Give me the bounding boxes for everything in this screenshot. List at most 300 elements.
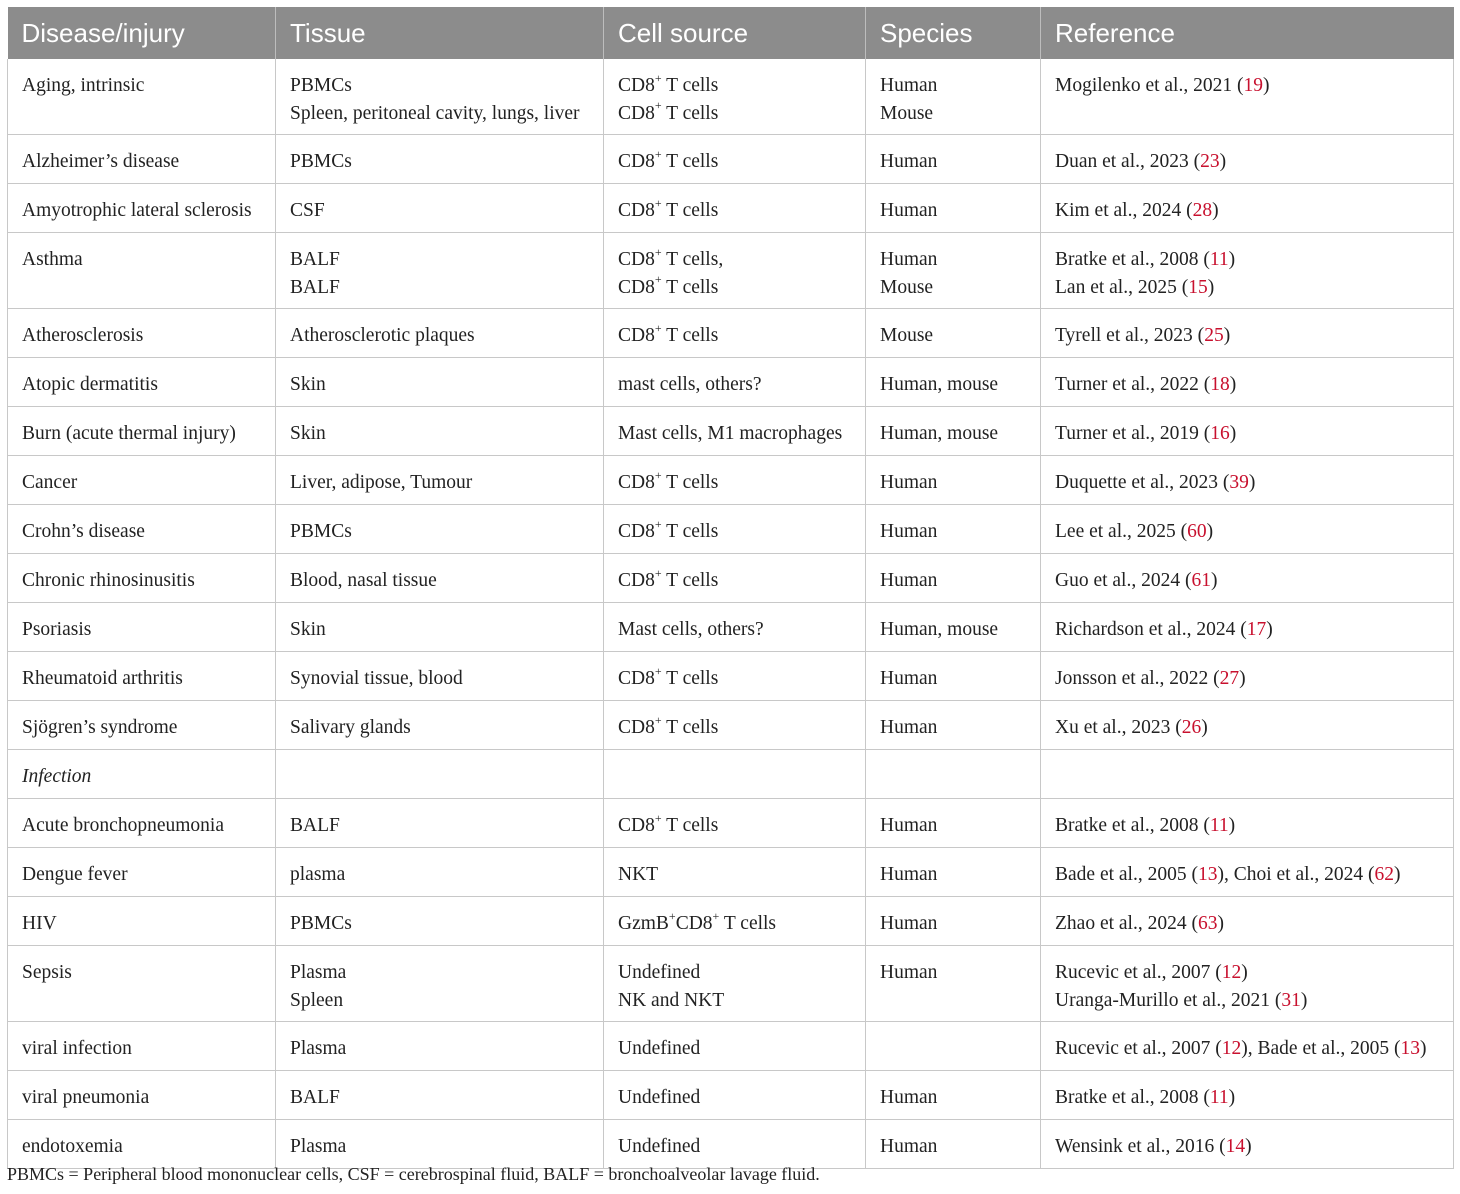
- table-footnote: PBMCs = Peripheral blood mononuclear cells, CSF = cerebrospinal fluid, BALF = bronchoalveolar lavage fluid.: [7, 1164, 820, 1184]
- reference-line: [1055, 1035, 1453, 1063]
- superscript: +: [654, 467, 662, 482]
- cell-source-text: T cells: [661, 717, 719, 738]
- superscript: +: [654, 663, 662, 678]
- table-row: [8, 309, 1454, 358]
- tissue-line: Skin: [290, 619, 326, 640]
- cell-reference: [1041, 750, 1454, 799]
- table-row: [8, 407, 1454, 456]
- reference-line: [1055, 518, 1453, 546]
- reference-line: [1055, 469, 1453, 497]
- cell-source-line: [618, 910, 865, 938]
- reference-text: ): [1228, 1087, 1236, 1108]
- superscript: +: [654, 320, 662, 335]
- disease-label: Atherosclerosis: [22, 325, 144, 346]
- cell-tissue: [276, 652, 604, 701]
- cell-species: [866, 897, 1041, 946]
- reference-text: ): [1201, 717, 1208, 738]
- cell-disease: [8, 897, 276, 946]
- disease-label: Amyotrophic lateral sclerosis: [22, 200, 252, 221]
- reference-link[interactable]: 17: [1246, 619, 1267, 640]
- cell-source-line: [618, 812, 865, 840]
- reference-line: [1055, 616, 1453, 644]
- reference-line: [1055, 861, 1453, 889]
- species-line: Human: [880, 1136, 938, 1157]
- cell-tissue: [276, 135, 604, 184]
- cell-cell-source: [604, 309, 866, 358]
- cell-species: [866, 456, 1041, 505]
- species-line: Human: [880, 200, 938, 221]
- cell-disease: [8, 701, 276, 750]
- table-row: [8, 1120, 1454, 1169]
- reference-text: ): [1223, 325, 1231, 346]
- reference-text: Bade et al., 2005 (: [1055, 864, 1198, 885]
- cell-cell-source: [604, 554, 866, 603]
- reference-link[interactable]: 25: [1204, 325, 1224, 346]
- cell-disease: [8, 750, 276, 799]
- cell-reference: [1041, 554, 1454, 603]
- column-header-cell-source: Cell source: [604, 7, 866, 59]
- cell-reference: [1041, 456, 1454, 505]
- reference-link[interactable]: 26: [1181, 717, 1202, 738]
- disease-label: Aging, intrinsic: [22, 75, 145, 96]
- reference-text: ): [1245, 1136, 1252, 1157]
- tissue-line: CSF: [290, 200, 325, 221]
- superscript: +: [654, 712, 662, 727]
- table-row: [8, 233, 1454, 309]
- cell-reference: [1041, 407, 1454, 456]
- reference-text: ): [1212, 200, 1219, 221]
- reference-text: Mogilenko et al., 2021 (: [1055, 75, 1244, 96]
- cell-disease: [8, 59, 276, 135]
- cell-disease: [8, 456, 276, 505]
- reference-link[interactable]: 18: [1210, 374, 1230, 395]
- disease-label: Burn (acute thermal injury): [22, 423, 236, 444]
- cell-tissue: [276, 184, 604, 233]
- reference-line: [1055, 910, 1453, 938]
- cell-source-text: T cells: [661, 276, 719, 298]
- reference-link[interactable]: 15: [1188, 276, 1208, 298]
- species-line: Human: [880, 1087, 938, 1108]
- reference-line: [1055, 371, 1453, 399]
- reference-link[interactable]: 13: [1400, 1038, 1420, 1059]
- reference-text: Zhao et al., 2024 (: [1055, 913, 1198, 934]
- cell-source-text: Undefined: [618, 962, 701, 983]
- tissue-line: Synovial tissue, blood: [290, 668, 463, 689]
- cell-disease: [8, 848, 276, 897]
- cell-reference: [1041, 799, 1454, 848]
- reference-line: [1055, 148, 1453, 176]
- disease-label: Infection: [22, 766, 92, 787]
- cell-disease: [8, 1022, 276, 1071]
- cell-cell-source: [604, 1071, 866, 1120]
- superscript: +: [654, 244, 662, 259]
- reference-line: [1055, 322, 1453, 350]
- cell-species: [866, 505, 1041, 554]
- cell-cell-source: [604, 750, 866, 799]
- cell-cell-source: [604, 456, 866, 505]
- cell-source-text: Mast cells, M1 macrophages: [618, 423, 843, 444]
- species-line: Human, mouse: [880, 374, 999, 395]
- disease-label: Acute bronchopneumonia: [22, 815, 224, 836]
- cell-source-line: [618, 197, 865, 225]
- reference-text: Turner et al., 2019 (: [1055, 423, 1211, 444]
- reference-link[interactable]: 11: [1209, 249, 1229, 270]
- cell-source-line: [618, 1133, 865, 1161]
- cell-disease: [8, 946, 276, 1022]
- reference-text: ): [1219, 151, 1227, 172]
- reference-line: [1055, 274, 1453, 302]
- cell-species: [866, 233, 1041, 309]
- cell-disease: [8, 1071, 276, 1120]
- tissue-line: PBMCs: [290, 75, 352, 96]
- tissue-line: BALF: [290, 815, 340, 836]
- cell-species: [866, 701, 1041, 750]
- species-line: Human: [880, 570, 938, 591]
- reference-text: ): [1419, 1038, 1427, 1059]
- table-row: [8, 799, 1454, 848]
- cell-species: [866, 1071, 1041, 1120]
- superscript: +: [712, 908, 720, 923]
- species-line: Human: [880, 913, 938, 934]
- reference-text: ): [1394, 864, 1401, 885]
- cell-disease: [8, 233, 276, 309]
- cell-species: [866, 184, 1041, 233]
- cell-species: [866, 59, 1041, 135]
- table-row: [8, 750, 1454, 799]
- tissue-line: Spleen, peritoneal cavity, lungs, liver: [290, 102, 580, 124]
- cell-source-text: CD8: [618, 521, 655, 542]
- cell-source-text: T cells: [661, 75, 719, 96]
- cell-species: [866, 603, 1041, 652]
- reference-line: [1055, 72, 1453, 100]
- cell-reference: [1041, 505, 1454, 554]
- cell-species: [866, 554, 1041, 603]
- reference-text: ): [1228, 815, 1236, 836]
- cell-source-text: T cells: [661, 521, 719, 542]
- superscript: +: [654, 565, 662, 580]
- reference-text: Turner et al., 2022 (: [1055, 374, 1211, 395]
- table-row: [8, 1071, 1454, 1120]
- table-row: [8, 554, 1454, 603]
- cell-reference: [1041, 1022, 1454, 1071]
- table-row: [8, 456, 1454, 505]
- cell-source-text: mast cells, others?: [618, 374, 762, 395]
- cell-source-text: T cells: [661, 472, 719, 493]
- table-row: [8, 59, 1454, 135]
- disease-label: Psoriasis: [22, 619, 92, 640]
- cell-source-line: [618, 322, 865, 350]
- cell-source-line: [618, 371, 865, 399]
- species-line: Human: [880, 249, 938, 270]
- cell-source-text: T cells: [661, 325, 719, 346]
- disease-label: Cancer: [22, 472, 78, 493]
- cell-source-text: CD8: [618, 276, 655, 298]
- cell-cell-source: [604, 897, 866, 946]
- reference-text: Lan et al., 2025 (: [1055, 276, 1189, 298]
- tissue-line: plasma: [290, 864, 346, 885]
- cell-source-text: NKT: [618, 864, 659, 885]
- tissue-line: Liver, adipose, Tumour: [290, 472, 473, 493]
- superscript: +: [654, 195, 662, 210]
- reference-text: Bratke et al., 2008 (: [1055, 249, 1210, 270]
- reference-text: Jonsson et al., 2022 (: [1055, 668, 1220, 689]
- table-container: [7, 7, 1453, 1169]
- tissue-line: PBMCs: [290, 151, 352, 172]
- tissue-line: Spleen: [290, 989, 344, 1011]
- disease-label: viral pneumonia: [22, 1087, 150, 1108]
- cell-source-text: T cells: [661, 102, 719, 124]
- cell-source-text: T cells: [661, 668, 719, 689]
- cell-species: [866, 750, 1041, 799]
- cell-source-line: [618, 1035, 865, 1063]
- reference-link[interactable]: 62: [1374, 864, 1395, 885]
- reference-link[interactable]: 23: [1200, 151, 1220, 172]
- reference-text: ): [1262, 75, 1270, 96]
- cell-cell-source: [604, 505, 866, 554]
- disease-label: Rheumatoid arthritis: [22, 668, 183, 689]
- reference-text: Duquette et al., 2023 (: [1055, 472, 1230, 493]
- cell-tissue: [276, 799, 604, 848]
- species-line: Human: [880, 962, 938, 983]
- tissue-line: Plasma: [290, 1136, 347, 1157]
- cell-tissue: [276, 233, 604, 309]
- reference-line: [1055, 197, 1453, 225]
- cell-disease: [8, 603, 276, 652]
- table-row: [8, 135, 1454, 184]
- cell-reference: [1041, 59, 1454, 135]
- superscript: +: [654, 516, 662, 531]
- reference-text: Uranga-Murillo et al., 2021 (: [1055, 989, 1282, 1011]
- cell-tissue: [276, 701, 604, 750]
- cell-source-line: [618, 861, 865, 889]
- tissue-line: BALF: [290, 249, 340, 270]
- cell-source-text: CD8: [618, 717, 655, 738]
- cell-source-line: [618, 420, 865, 448]
- cell-disease: [8, 652, 276, 701]
- table-row: [8, 184, 1454, 233]
- cell-reference: [1041, 603, 1454, 652]
- reference-text: ), Bade et al., 2005 (: [1241, 1038, 1401, 1059]
- cell-source-text: CD8: [618, 75, 655, 96]
- cell-cell-source: [604, 848, 866, 897]
- cell-disease: [8, 135, 276, 184]
- cell-source-text: Undefined: [618, 1087, 701, 1108]
- cell-species: [866, 848, 1041, 897]
- cell-cell-source: [604, 652, 866, 701]
- species-line: Human: [880, 521, 938, 542]
- cell-cell-source: [604, 135, 866, 184]
- column-header-disease: Disease/injury: [8, 7, 276, 59]
- reference-link[interactable]: 28: [1192, 200, 1213, 221]
- disease-label: endotoxemia: [22, 1136, 123, 1157]
- disease-label: Dengue fever: [22, 864, 128, 885]
- tissue-line: PBMCs: [290, 521, 352, 542]
- cell-species: [866, 799, 1041, 848]
- tissue-line: PBMCs: [290, 913, 352, 934]
- cell-reference: [1041, 309, 1454, 358]
- column-header-tissue: Tissue: [276, 7, 604, 59]
- cell-disease: [8, 799, 276, 848]
- cell-species: [866, 309, 1041, 358]
- reference-link[interactable]: 11: [1209, 1087, 1229, 1108]
- cell-source-line: [618, 1084, 865, 1112]
- cell-tissue: [276, 1071, 604, 1120]
- species-line: Mouse: [880, 102, 934, 124]
- cell-source-text: CD8: [675, 913, 713, 934]
- cell-species: [866, 946, 1041, 1022]
- cell-cell-source: [604, 358, 866, 407]
- tissue-line: BALF: [290, 276, 340, 298]
- reference-link[interactable]: 39: [1229, 472, 1249, 493]
- cell-source-text: T cells: [661, 151, 719, 172]
- cell-source-text: T cells: [661, 200, 719, 221]
- cell-tissue: [276, 407, 604, 456]
- disease-label: viral infection: [22, 1038, 132, 1059]
- tissue-line: Plasma: [290, 962, 347, 983]
- reference-text: Tyrell et al., 2023 (: [1055, 325, 1205, 346]
- cell-cell-source: [604, 603, 866, 652]
- cell-source-text: Undefined: [618, 1136, 701, 1157]
- cell-source-line: [618, 518, 865, 546]
- disease-label: Atopic dermatitis: [22, 374, 158, 395]
- reference-text: ): [1206, 521, 1214, 542]
- table-row: [8, 1022, 1454, 1071]
- tissue-line: Salivary glands: [290, 717, 411, 738]
- cell-tissue: [276, 848, 604, 897]
- reference-link[interactable]: 19: [1243, 75, 1263, 96]
- tissue-line: BALF: [290, 1087, 340, 1108]
- cell-source-text: T cells,: [661, 249, 724, 270]
- cell-species: [866, 135, 1041, 184]
- reference-text: ): [1300, 989, 1308, 1011]
- cell-tissue: [276, 603, 604, 652]
- superscript: +: [654, 70, 662, 85]
- reference-link[interactable]: 14: [1225, 1136, 1246, 1157]
- reference-text: ): [1210, 570, 1218, 591]
- header-row: [8, 7, 1454, 59]
- superscript: +: [654, 98, 662, 112]
- reference-link[interactable]: 11: [1209, 815, 1229, 836]
- cell-reference: [1041, 1120, 1454, 1169]
- cell-tissue: [276, 554, 604, 603]
- table-row: [8, 946, 1454, 1022]
- superscript: +: [668, 908, 676, 923]
- reference-line: [1055, 665, 1453, 693]
- cell-source-line: [618, 148, 865, 176]
- cell-tissue: [276, 59, 604, 135]
- species-line: Human: [880, 151, 938, 172]
- reference-text: ): [1248, 472, 1256, 493]
- cell-cell-source: [604, 233, 866, 309]
- reference-text: ): [1229, 423, 1237, 444]
- reference-line: [1055, 246, 1453, 274]
- cell-reference: [1041, 1071, 1454, 1120]
- reference-text: Richardson et al., 2024 (: [1055, 619, 1247, 640]
- table-row: [8, 358, 1454, 407]
- cell-tissue: [276, 456, 604, 505]
- tissue-line: Skin: [290, 423, 326, 444]
- reference-line: [1055, 1084, 1453, 1112]
- cell-source-text: Undefined: [618, 1038, 701, 1059]
- species-line: Human: [880, 717, 938, 738]
- reference-line: [1055, 987, 1453, 1015]
- reference-link[interactable]: 12: [1221, 1038, 1242, 1059]
- cell-source-line: [618, 616, 865, 644]
- cell-cell-source: [604, 1022, 866, 1071]
- cell-disease: [8, 358, 276, 407]
- cell-cell-source: [604, 59, 866, 135]
- cell-tissue: [276, 1022, 604, 1071]
- table-row: [8, 603, 1454, 652]
- reference-line: [1055, 812, 1453, 840]
- cell-species: [866, 358, 1041, 407]
- cell-source-text: CD8: [618, 200, 655, 221]
- species-line: Mouse: [880, 276, 934, 298]
- table-body: [8, 59, 1454, 1169]
- cell-source-text: CD8: [618, 325, 655, 346]
- reference-line: [1055, 567, 1453, 595]
- column-header-species: Species: [866, 7, 1041, 59]
- cell-reference: [1041, 135, 1454, 184]
- cell-disease: [8, 309, 276, 358]
- superscript: +: [654, 146, 662, 161]
- cell-species: [866, 652, 1041, 701]
- reference-link[interactable]: 27: [1219, 668, 1240, 689]
- reference-link[interactable]: 31: [1281, 989, 1301, 1011]
- cell-reference: [1041, 848, 1454, 897]
- reference-link[interactable]: 61: [1191, 570, 1211, 591]
- cell-tissue: [276, 358, 604, 407]
- cell-cell-source: [604, 799, 866, 848]
- species-line: Human, mouse: [880, 423, 999, 444]
- tissue-line: Skin: [290, 374, 326, 395]
- species-line: Human: [880, 75, 938, 96]
- reference-link[interactable]: 16: [1210, 423, 1230, 444]
- cell-disease: [8, 554, 276, 603]
- cell-source-line: [618, 72, 865, 100]
- cell-disease: [8, 1120, 276, 1169]
- cell-disease: [8, 184, 276, 233]
- disease-label: Sepsis: [22, 962, 72, 983]
- reference-link[interactable]: 63: [1197, 913, 1218, 934]
- cell-tissue: [276, 750, 604, 799]
- reference-link[interactable]: 12: [1221, 962, 1242, 983]
- reference-text: ), Choi et al., 2024 (: [1217, 864, 1375, 885]
- cell-species: [866, 407, 1041, 456]
- tissue-line: Plasma: [290, 1038, 347, 1059]
- cell-source-text: GzmB: [618, 913, 669, 934]
- reference-text: Bratke et al., 2008 (: [1055, 815, 1210, 836]
- species-line: Human: [880, 668, 938, 689]
- reference-link[interactable]: 13: [1197, 864, 1218, 885]
- cell-source-line: [618, 246, 865, 274]
- species-line: Human: [880, 472, 938, 493]
- reference-text: ): [1229, 374, 1237, 395]
- reference-text: ): [1217, 913, 1224, 934]
- cell-source-line: [618, 274, 865, 302]
- cell-reference: [1041, 652, 1454, 701]
- cell-source-text: CD8: [618, 249, 655, 270]
- cell-tissue: [276, 946, 604, 1022]
- reference-text: ): [1266, 619, 1273, 640]
- reference-text: ): [1241, 962, 1248, 983]
- cell-tissue: [276, 897, 604, 946]
- reference-link[interactable]: 60: [1187, 521, 1207, 542]
- reference-line: [1055, 1133, 1453, 1161]
- cell-source-text: NK and NKT: [618, 989, 725, 1011]
- cell-cell-source: [604, 407, 866, 456]
- cell-disease: [8, 505, 276, 554]
